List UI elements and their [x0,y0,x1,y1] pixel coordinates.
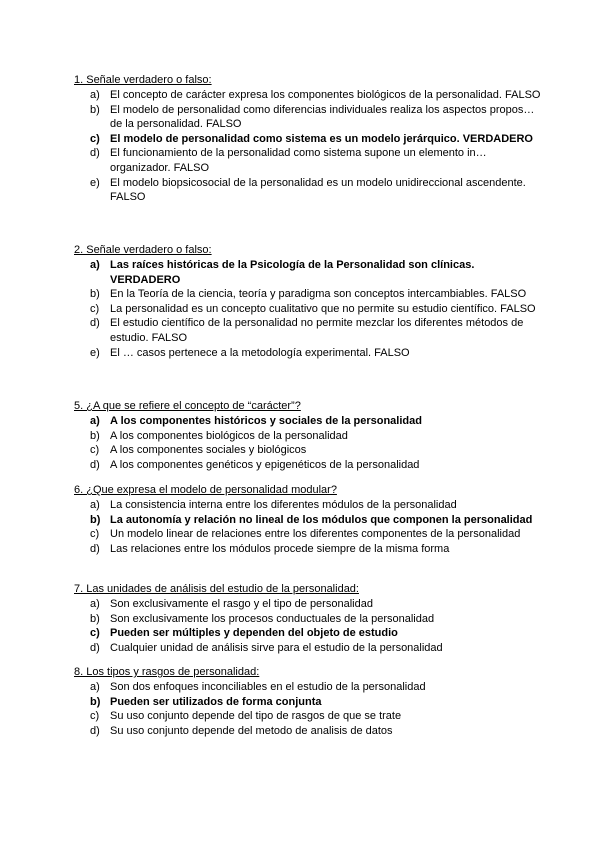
question-7 [74,582,544,655]
question-title: 8. Los tipos y rasgos de personalidad: [74,666,260,678]
option-b: b) En la Teoría de la ciencia, teoría y paradigma son conceptos intercambiables. FALSO [90,288,527,301]
option-a-correct: a) Las raíces históricas de la Psicología de la Personalidad son clínicas. VERDADERO [90,259,475,286]
option-c: c) Un modelo linear de relaciones entre los diferentes componentes de la personalidad [90,528,521,541]
question-5 [74,399,544,472]
option-c-correct: c) El modelo de personalidad como sistema es un modelo jerárquico. VERDADERO [90,132,533,145]
option-b-correct: b) Pueden ser utilizados de forma conjunta [90,695,322,708]
option-a: a) Son exclusivamente el rasgo y el tipo de personalidad [90,598,373,610]
option-b: b) Son exclusivamente los procesos conductuales de la personalidad [90,612,435,625]
option-a: a) La consistencia interna entre los diferentes módulos de la personalidad [90,499,457,511]
option-c: c) A los componentes sociales y biológicos [90,444,307,457]
option-d: d) Las relaciones entre los módulos procede siempre de la misma forma [90,542,450,555]
question-title: 5. ¿A que se refiere el concepto de “carácter”? [74,400,301,412]
option-b: b) El modelo de personalidad como diferencias individuales realiza los aspectos propos… de la personalidad. FALSO [90,103,535,131]
question-6 [74,483,544,556]
option-a: a) El concepto de carácter expresa los componentes biológicos de la personalidad. FALSO [90,89,541,101]
option-d: d) El funcionamiento de la personalidad como sistema supone un elemento in… organizador. FALSO [90,147,487,174]
question-title: 1. Señale verdadero o falso: [74,74,212,86]
option-a: a) Son dos enfoques inconciliables en el estudio de la personalidad [90,681,426,693]
option-e: e) El … casos pertenece a la metodología experimental. FALSO [90,346,410,359]
option-d: d) El estudio científico de la personalidad no permite mezclar los diferentes métodos de estudio. FALSO [90,317,524,344]
question-title: 2. Señale verdadero o falso: [74,244,212,256]
option-d: d) Su uso conjunto depende del metodo de analisis de datos [90,724,393,737]
question-8 [74,665,544,738]
question-title: 6. ¿Que expresa el modelo de personalidad modular? [74,484,337,496]
option-b: b) A los componentes biológicos de la personalidad [90,429,348,442]
option-d: d) A los componentes genéticos y epigenéticos de la personalidad [90,458,420,471]
option-c: c) La personalidad es un concepto cualitativo que no permite su estudio científico. FALSO [90,302,536,315]
question-2 [74,243,544,360]
option-a-correct: a) A los componentes históricos y sociales de la personalidad [90,415,422,427]
option-b-correct: b) La autonomía y relación no lineal de los módulos que componen la personalidad [90,513,533,526]
option-c: c) Su uso conjunto depende del tipo de rasgos de que se trate [90,710,402,723]
option-e: e) El modelo biopsicosocial de la personalidad es un modelo unidireccional ascendente. FALSO [90,176,526,204]
option-d: d) Cualquier unidad de análisis sirve para el estudio de la personalidad [90,641,443,654]
option-c-correct: c) Pueden ser múltiples y dependen del objeto de estudio [90,627,398,640]
question-1 [74,73,544,205]
question-title: 7. Las unidades de análisis del estudio de la personalidad: [74,583,359,595]
